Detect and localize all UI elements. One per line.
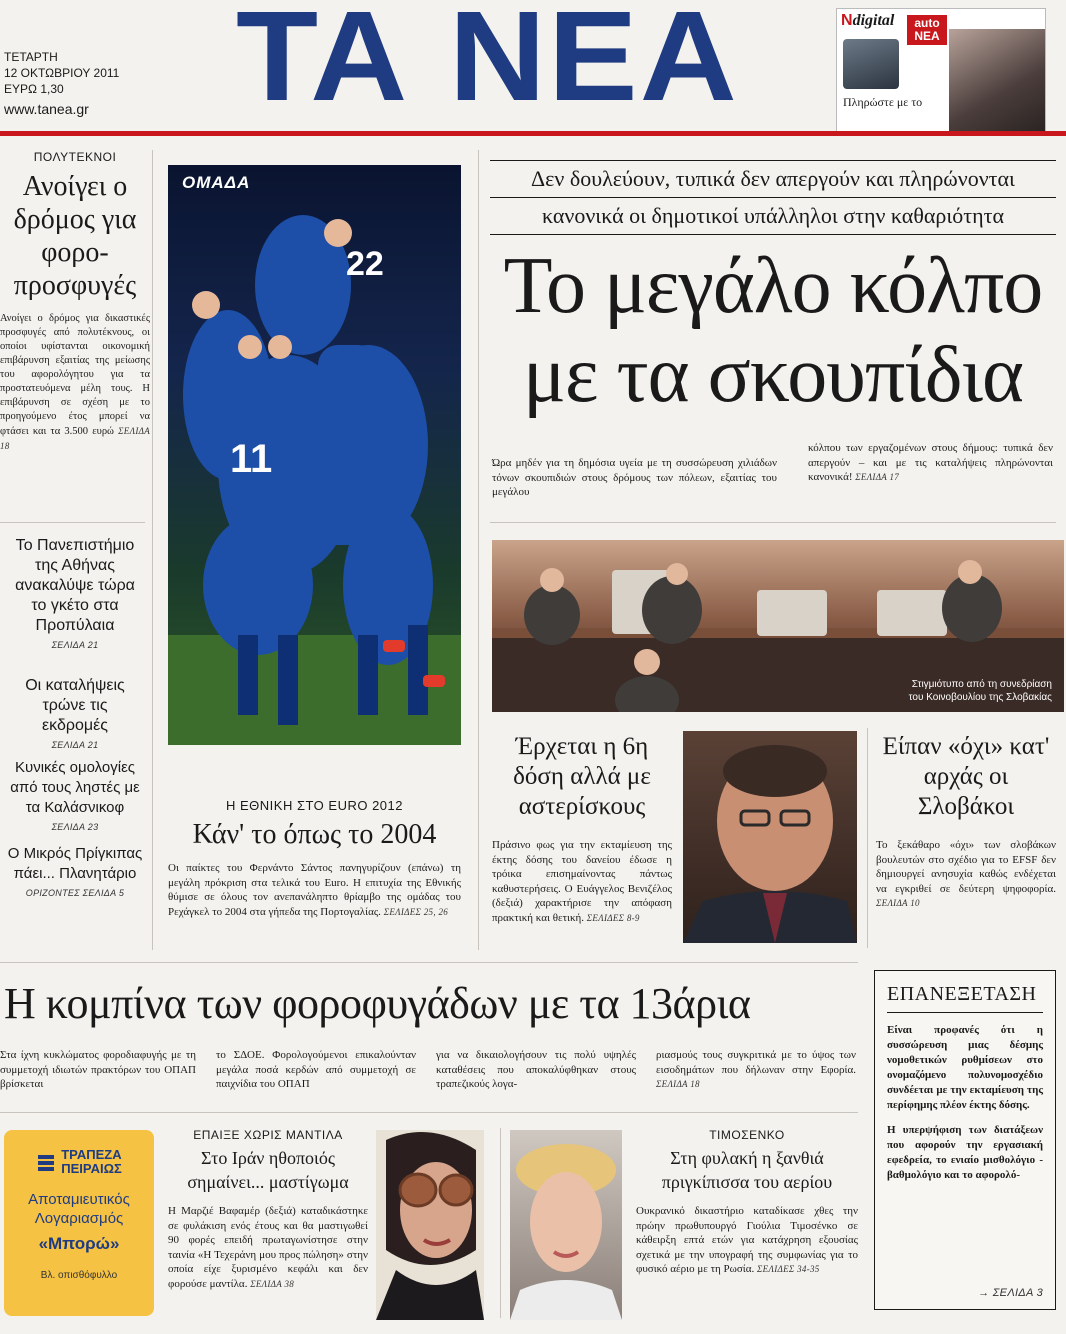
tax-col-3: για να δικαιολογήσουν τις πολύ υψηλές καταθέσεις που αποκαλύφθηκαν στους τραπεζικούς λογα- — [436, 1049, 636, 1090]
promo-car-image — [949, 29, 1045, 131]
tymoshenko-kicker: ΤΙΜΟΣΕΝΚΟ — [709, 1128, 785, 1142]
parliament-photo[interactable] — [492, 540, 1064, 712]
sport-page-ref: ΣΕΛΙΔΕΣ 25, 26 — [383, 906, 449, 917]
review-box — [874, 970, 1056, 1310]
mid-page-divider — [0, 962, 858, 963]
ad-footnote: Βλ. οπισθόφυλλο — [40, 1270, 118, 1281]
venizelos-photo[interactable] — [683, 731, 857, 943]
main-story — [490, 160, 1056, 419]
promo-box[interactable] — [836, 8, 1046, 132]
iran-title[interactable]: Στο Ιράν ηθοποιός σημαίνει... μαστίγωμα — [187, 1148, 349, 1192]
slovaks-story — [876, 732, 1056, 911]
brief-item[interactable] — [0, 758, 150, 844]
bank-logo — [4, 1148, 154, 1176]
tymoshenko-story — [636, 1128, 858, 1277]
venizelos-portrait-illustration — [683, 731, 857, 943]
bank-name-line-2: ΠΕΙΡΑΙΩΣ — [61, 1161, 122, 1176]
football-photo[interactable] — [168, 165, 461, 745]
actress-photo[interactable] — [376, 1130, 484, 1320]
tranche-body: Πράσινο φως για την εκταμίευση της έκτης δόσης του δανείου έδωσε η τρόικα επισημαίνοντας πάντως καθυστερήσεις. Ο Ευάγγελος Βενιζέλος (δεξιά) χαρακτήρισε την απόφαση πρακτική και θετική. ΣΕΛΙΔΕΣ 8-9 — [492, 839, 672, 924]
main-headline-line-2[interactable]: με τα σκουπίδια — [523, 331, 1023, 419]
masthead-red-rule — [0, 131, 1066, 136]
photo-label: ΟΜΑΔΑ — [182, 173, 251, 192]
review-title: ΕΠΑΝΕΞΕΤΑΣΗ — [887, 983, 1043, 1013]
lead-kicker: ΠΟΛΥΤΕΚΝΟΙ — [33, 150, 117, 164]
masthead — [0, 0, 1066, 128]
brief-page-ref: ΣΕΛΙΔΑ 21 — [51, 640, 99, 650]
brief-title: Κυνικές ομολογίες από τους ληστές με τα Καλάσνικοφ — [10, 759, 140, 816]
review-para-1: Είναι προφανές ότι η συσσώρευση μιας δέσμης νομοθετικών ρυθμίσεων στο ονομαζόμενο πολυνομοσχέδιο συνδέεται με την εκταμίευση της περίφημης πλέον έκτης δόσης. — [887, 1024, 1043, 1111]
lead-page-ref: ΣΕΛΙΔΑ 18 — [0, 426, 150, 451]
issue-date: 12 ΟΚΤΩΒΡΙΟΥ 2011 — [4, 66, 120, 80]
brief-title: Το Πανεπιστήμιο της Αθήνας ανακαλύψε τώρα το γκέτο στα Προπύλαια — [15, 537, 135, 634]
main-body-col-1: Ώρα μηδέν για τη δημόσια υγεία με τη συσσώρευση χιλιάδων τόνων σκουπιδιών στους δρόμους των πόλεων, εξαιτίας του μεγάλου — [492, 457, 777, 498]
tymoshenko-portrait-illustration — [510, 1130, 622, 1320]
ad-product-name: «Μπορώ» — [38, 1234, 120, 1253]
left-briefs — [0, 536, 150, 898]
sport-body: Οι παίκτες του Φερνάντο Σάντος πανηγυρίζουν (επάνω) τη μεγάλη πρόκριση στα τελικά του Euro. Η επιτυχία της Εθνικής θύμισε σε όλους τον ανεπανάληπτο θρίαμβο της ομάδας του Ρεχάγκελ το 2004 στα γήπεδα της Πορτογαλίας. ΣΕΛΙΔΕΣ 25, 26 — [168, 862, 461, 918]
tymoshenko-body: Ουκρανικό δικαστήριο καταδίκασε χθες την πρώην πρωθυπουργό Γιούλια Τιμοσένκο σε κάθειρξη επτά ετών για κατάχρηση εξουσίας σχετικά με την υπογραφή της συμφωνίας για το φυσικό αέριο με τη Ρωσία. ΣΕΛΙΔΕΣ 34-35 — [636, 1205, 858, 1275]
iran-story — [168, 1128, 368, 1291]
tax-col-1: Στα ίχνη κυκλώματος φοροδιαφυγής με τη συμμετοχή ιδιωτών πρακτόρων του ΟΠΑΠ βρίσκεται — [0, 1049, 196, 1090]
tax-headline[interactable]: Η κομπίνα των φοροφυγάδων με τα 13άρια — [4, 979, 751, 1028]
bank-ad[interactable] — [4, 1130, 154, 1316]
tax-page-ref: ΣΕΛΙΔΑ 18 — [656, 1079, 700, 1089]
slovak-story-rule — [867, 728, 868, 948]
actress-portrait-illustration — [376, 1130, 484, 1320]
brief-page-ref: ΣΕΛΙΔΑ 23 — [51, 822, 99, 832]
issue-day: ΤΕΤΑΡΤΗ — [4, 50, 58, 64]
bottom-story-rule — [500, 1128, 501, 1318]
football-players-illustration — [168, 165, 461, 745]
slovaks-page-ref: ΣΕΛΙΔΑ 10 — [876, 898, 920, 908]
jersey-number-22: 22 — [346, 245, 384, 283]
bank-name-line-1: ΤΡΑΠΕΖΑ — [61, 1147, 122, 1162]
center-column-rule — [478, 150, 479, 950]
brief-item[interactable] — [0, 676, 150, 758]
site-url[interactable]: www.tanea.gr — [4, 101, 89, 117]
sport-title[interactable]: Κάν' το όπως το 2004 — [192, 819, 437, 850]
brief-item[interactable] — [0, 844, 150, 898]
brief-title: Οι καταλήψεις τρώνε τις εκδρομές — [25, 677, 125, 734]
main-deck-line-2: κανονικά οι δημοτικοί υπάλληλοι στην καθαριότητα — [490, 198, 1056, 235]
left-divider — [0, 522, 145, 523]
lead-body: Ανοίγει ο δρόμος για δικαστικές προσφυγές από πολυτέκνους, οι οποίοι υφίστανται οικονομική επιβάρυνση εξαιτίας της μείωσης του αφορολόγητου για τα προστατευόμενα μέλη τους. Η επιβάρυνση σε σχέση με το προηγούμενο έτος μπορεί να φτάσει και τα 3.500 ευρώ ΣΕΛΙΔΑ 18 — [0, 313, 150, 451]
tranche-page-ref: ΣΕΛΙΔΕΣ 8-9 — [586, 912, 640, 923]
tranche-title[interactable]: Έρχεται η 6η δόση αλλά με αστερίσκους — [513, 733, 651, 820]
main-page-ref: ΣΕΛΙΔΑ 17 — [855, 472, 900, 482]
left-column — [0, 150, 150, 454]
slovaks-title[interactable]: Είπαν «όχι» κατ' αρχάς οι Σλοβάκοι — [882, 733, 1050, 820]
ad-product-line-1: Αποταμιευτικός — [28, 1191, 130, 1208]
main-deck-line-1: Δεν δουλεύουν, τυπικά δεν απεργούν και πληρώνονται — [490, 160, 1056, 198]
main-headline-line-1[interactable]: Το μεγάλο κόλπο — [503, 242, 1043, 330]
tymoshenko-title[interactable]: Στη φυλακή η ξανθιά πριγκίπισσα του αερίου — [661, 1148, 833, 1192]
tymoshenko-photo[interactable] — [510, 1130, 622, 1320]
tax-col-2: το ΣΔΟΕ. Φορολογούμενοι επικαλούνταν μεγάλα ποσά κερδών από συμμετοχή σε παιχνίδια του ΟΠΑΠ — [216, 1049, 416, 1090]
brief-page-ref: ΣΕΛΙΔΑ 21 — [51, 740, 99, 750]
left-column-rule — [152, 150, 153, 950]
promo-caption: Πληρώστε με το — [843, 95, 923, 109]
tranche-story — [492, 732, 672, 925]
brief-title: Ο Μικρός Πρίγκιπας πάει... Πλανητάριο — [7, 845, 143, 882]
tymoshenko-page-ref: ΣΕΛΙΔΕΣ 34-35 — [757, 1264, 820, 1274]
lower-divider — [0, 1112, 858, 1113]
iran-kicker: ΕΠΑΙΞΕ ΧΩΡΙΣ ΜΑΝΤΙΛΑ — [193, 1128, 343, 1142]
brief-page-ref: ΟΡΙΖΟΝΤΕΣ ΣΕΛΙΔΑ 5 — [25, 888, 125, 898]
iran-body: Η Μαρζιέ Βαφαμέρ (δεξιά) καταδικάστηκε σε φυλάκιση ενός έτους και θα μαστιγωθεί 90 φορές επειδή πρωταγωνίστησε στην ταινία «Η Τεχεράνη μου προς πώληση» στην οποία είχε ξυρισμένο κεφάλι και δεν φορούσε μαντίλα. ΣΕΛΙΔΑ 38 — [168, 1205, 368, 1290]
promo-device-image — [843, 39, 899, 89]
brief-item[interactable] — [0, 536, 150, 676]
issue-price: ΕΥΡΩ 1,30 — [4, 82, 64, 96]
newspaper-logo: ΤΑ ΝΕΑ — [236, 0, 739, 128]
sport-story — [168, 798, 461, 919]
main-body-col-2: κόλπου των εργαζομένων στους δήμους: τυπικά δεν απεργούν – και με τις καταλήψεις πληρώνονται κανονικά! ΣΕΛΙΔΑ 17 — [808, 442, 1053, 483]
jersey-number-11: 11 — [230, 437, 273, 481]
promo-auto-logo: auto ΝΕΑ — [907, 15, 947, 45]
lead-title[interactable]: Ανοίγει ο δρόμος για φορο-προσφυγές — [13, 171, 137, 301]
promo-ndigital-logo: Ndigital — [841, 12, 895, 29]
bank-logo-icon — [36, 1151, 56, 1173]
review-para-2: Η υπερψήφιση των διατάξεων που αφορούν την εργασιακή εφεδρεία, το ενιαίο μισθολόγιο - βαθμολόγιο και το αφορολό- — [887, 1124, 1043, 1181]
parliament-caption: Στιγμιότυπο από τη συνεδρίαση του Κοινοβουλίου της Σλοβακίας — [908, 679, 1052, 703]
review-page-ref[interactable]: → ΣΕΛΙΔΑ 3 — [978, 1287, 1043, 1299]
slovaks-body: Το ξεκάθαρο «όχι» των σλοβάκων βουλευτών στο σχέδιο για το EFSF δεν δημιουργεί ανησυχία καθώς ενδέχεται να εγκριθεί σε δεύτερη ψηφοφορία. ΣΕΛΙΔΑ 10 — [876, 839, 1056, 908]
ad-product-line-2: Λογαριασμός — [34, 1210, 124, 1227]
iran-page-ref: ΣΕΛΙΔΑ 38 — [250, 1278, 295, 1289]
tax-col-4: ριασμούς τους συγκριτικά με το ύψος των εισοδημάτων που δήλωναν στην Εφορία. ΣΕΛΙΔΑ 18 — [656, 1049, 856, 1089]
main-story-divider — [490, 522, 1056, 523]
sport-kicker: Η ΕΘΝΙΚΗ ΣΤΟ EURO 2012 — [225, 798, 403, 813]
